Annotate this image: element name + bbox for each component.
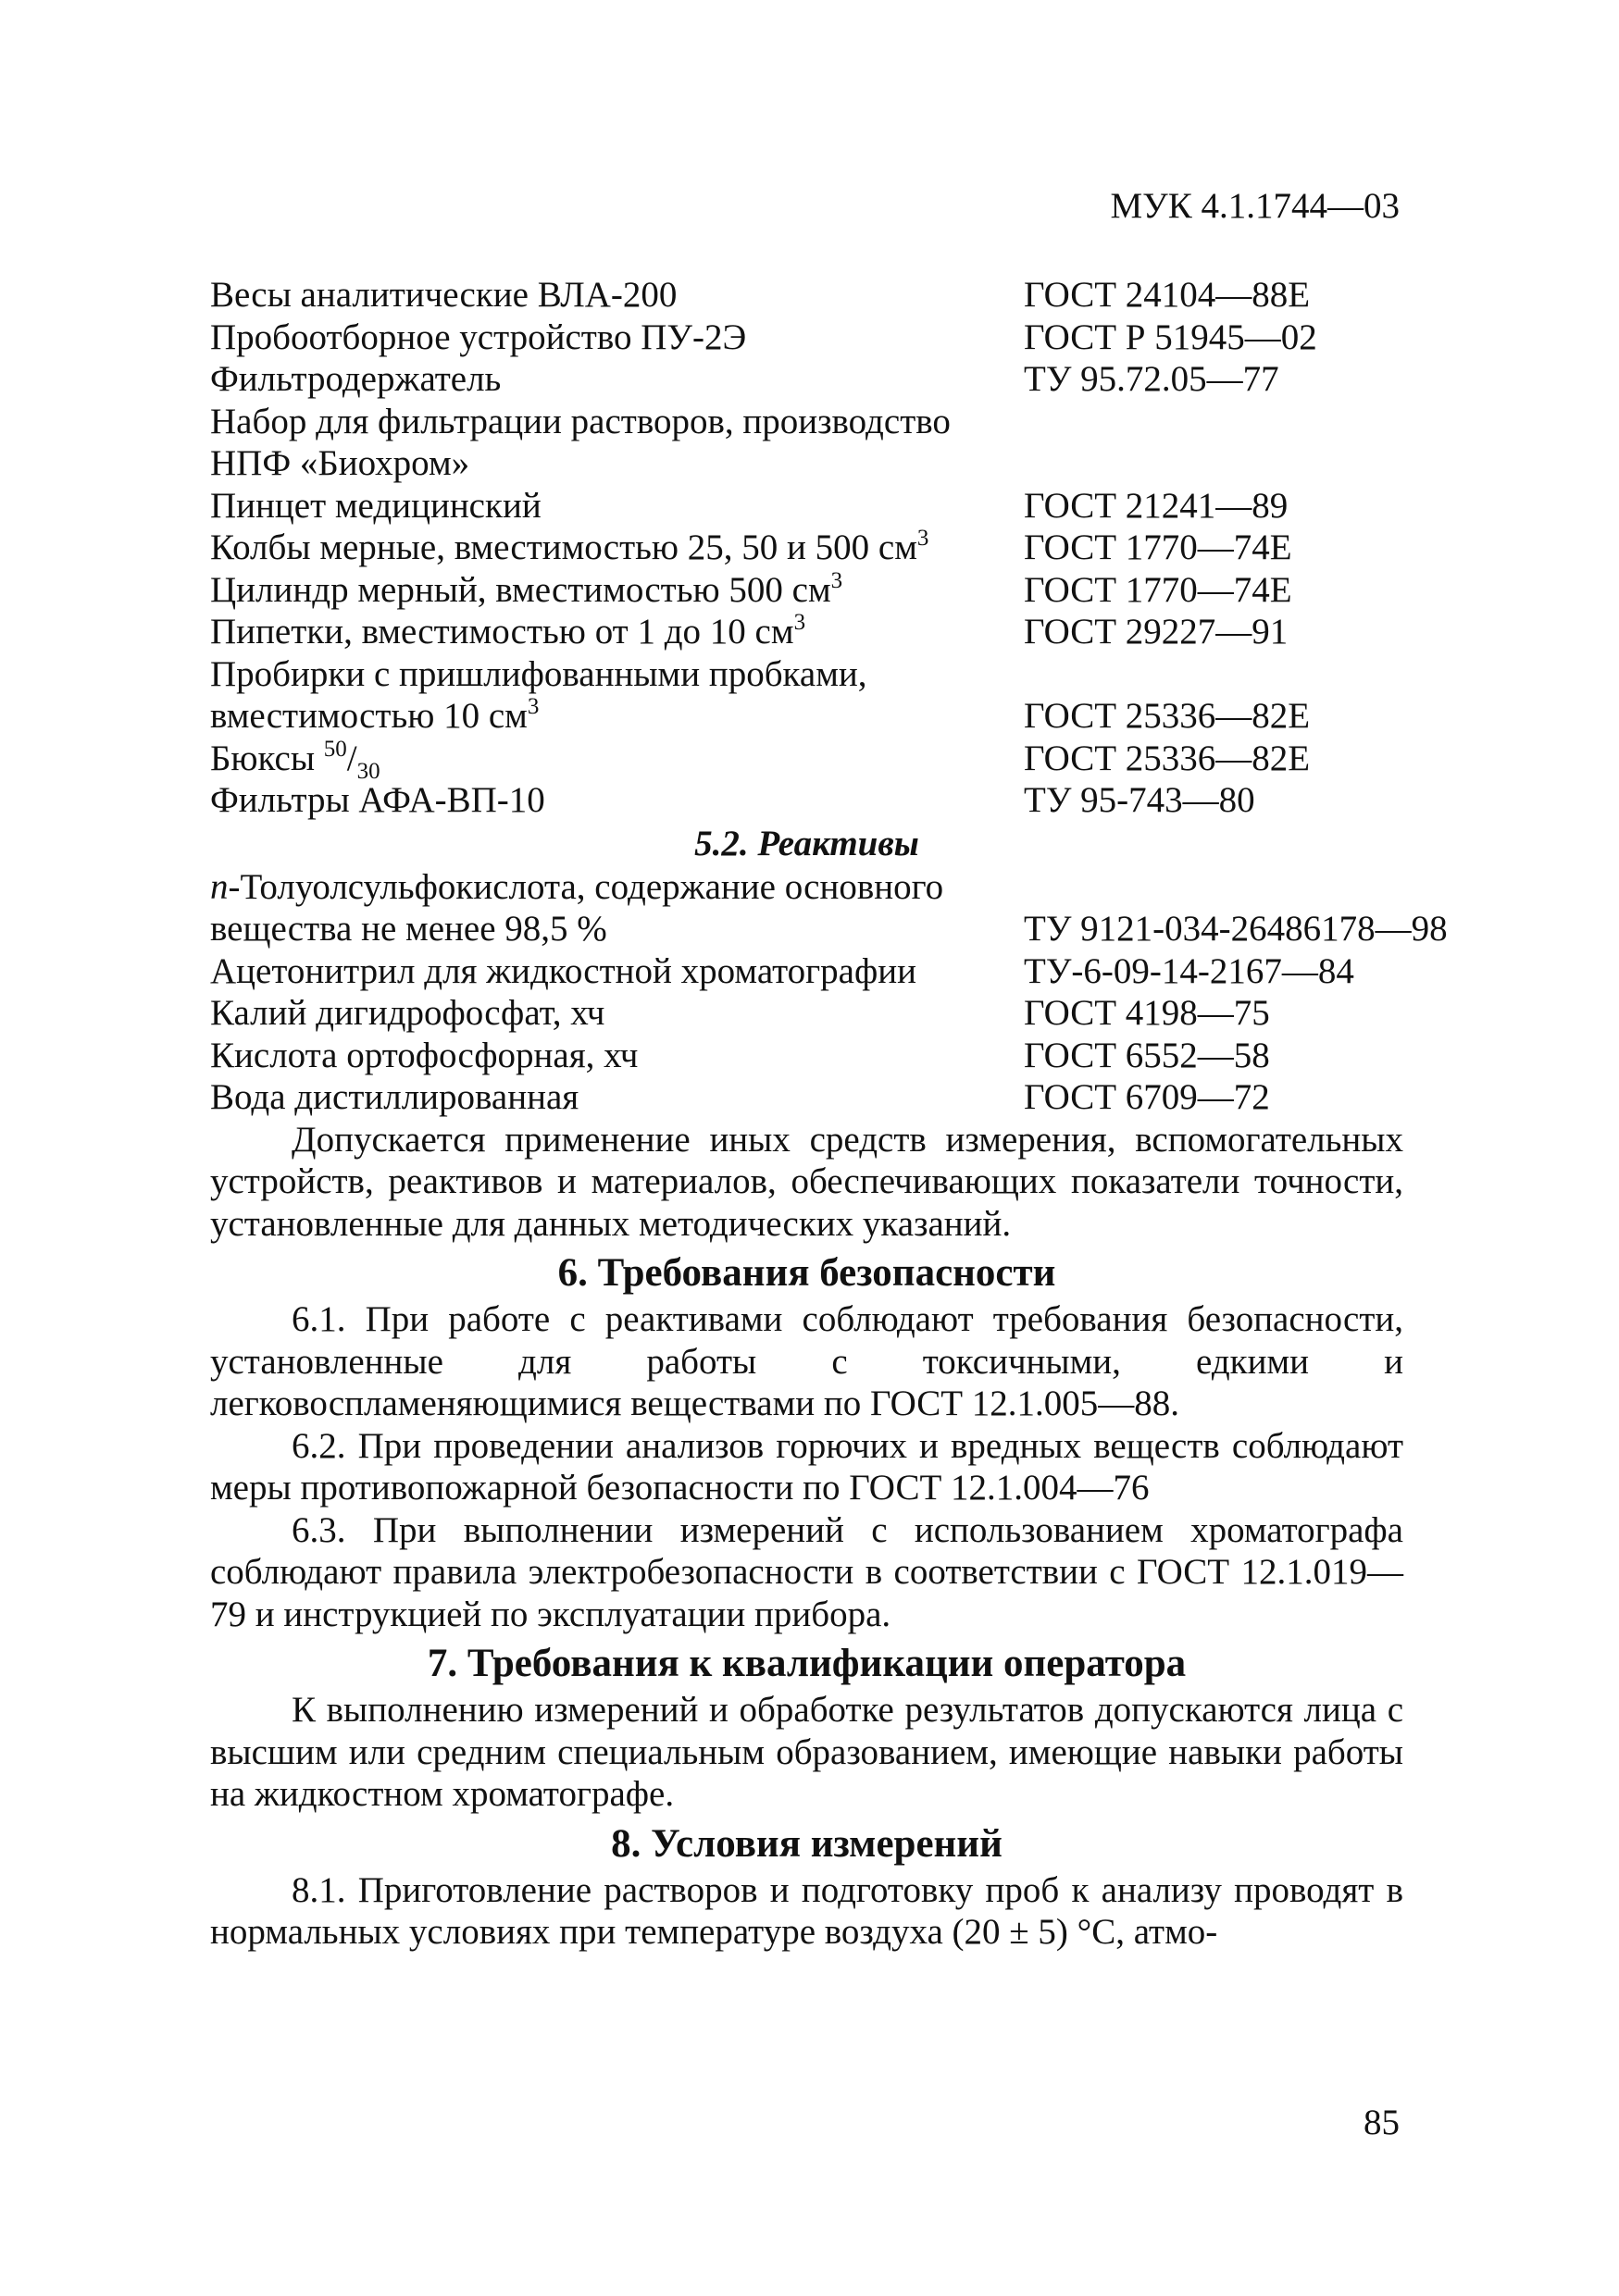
equipment-row-standard: ТУ 95-743—80: [1024, 780, 1255, 820]
equipment-row: [210, 485, 1403, 527]
equipment-row-name: [210, 695, 1024, 738]
reagent-row-standard: ТУ-6-09-14-2167—84: [1024, 950, 1354, 991]
equipment-row-name: [210, 401, 1024, 443]
equipment-row-text: Набор для фильтрации растворов, производство: [210, 401, 951, 441]
equipment-row-name: [210, 485, 1024, 527]
equipment-list: [210, 274, 1403, 822]
paragraph-6-1: 6.1. При работе с реактивами соблюдают требования безопасности, установленные для работы с токсичными, едкими и легковоспламеняющимися веществами по ГОСТ 12.1.005—88.: [210, 1299, 1403, 1423]
reagent-row: [210, 908, 1448, 950]
reagent-row-standard: ГОСТ 6709—72: [1024, 1077, 1270, 1117]
equipment-row-standard: ТУ 95.72.05—77: [1024, 359, 1279, 399]
equipment-row: [210, 527, 1403, 569]
reagent-row-name: [210, 950, 1024, 993]
equipment-row-superscript: 3: [793, 610, 806, 635]
equipment-row-text: Пробирки с пришлифованными пробками,: [210, 653, 867, 694]
equipment-row-name: [210, 527, 1024, 569]
reagent-row: [210, 1076, 1403, 1119]
equipment-row-name: [210, 736, 1024, 784]
page-content: [210, 274, 1448, 1954]
reagent-row-name: [210, 1076, 1024, 1119]
equipment-row: [210, 736, 1403, 784]
page-number: 85: [1364, 2103, 1400, 2142]
equipment-row-name: [210, 653, 1024, 696]
equipment-row-text: НПФ «Биохром»: [210, 443, 470, 483]
equipment-row-name: [210, 274, 1024, 316]
reagent-row-text: Кислота ортофосфорная, хч: [210, 1035, 639, 1075]
equipment-row-name: [210, 611, 1024, 653]
equipment-row-standard: ГОСТ 21241—89: [1024, 485, 1289, 526]
paragraph-7: К выполнению измерений и обработке результатов допускаются лица с высшим или средним специальным образованием, имеющие навыки работы на жидкостном хроматографе.: [210, 1690, 1403, 1814]
equipment-row-text: Цилиндр мерный, вместимостью 500 см: [210, 569, 831, 610]
equipment-row-text: Пипетки, вместимостью от 1 до 10 см: [210, 612, 794, 652]
reagent-row-standard: ТУ 9121-034-26486178—98: [1024, 909, 1448, 949]
equipment-row-text: Бюксы: [210, 738, 324, 778]
equipment-row: [210, 611, 1403, 653]
equipment-row-text: Фильтродержатель: [210, 359, 502, 399]
equipment-row-standard: ГОСТ 29227—91: [1024, 612, 1289, 652]
running-header: МУК 4.1.1744—03: [1110, 186, 1400, 226]
reagent-row: [210, 1035, 1403, 1077]
equipment-row-fraction-slash: /: [346, 738, 357, 778]
paragraph-8-1: 8.1. Приготовление растворов и подготовку проб к анализу проводят в нормальных условиях при температуре воздуха (20 ± 5) °С, атмо-: [210, 1869, 1403, 1952]
equipment-row-superscript: 3: [527, 694, 540, 719]
reagent-row-name: [210, 908, 1024, 950]
reagent-row-name: [210, 992, 1024, 1035]
paragraph-6-2: 6.2. При проведении анализов горючих и вредных веществ соблюдают меры противопожарной безопасности по ГОСТ 12.1.004—76: [210, 1425, 1403, 1508]
equipment-row: [210, 779, 1403, 822]
reagent-row: [210, 992, 1403, 1035]
equipment-row-name: [210, 358, 1024, 401]
reagent-row-text: Калий дигидрофосфат, хч: [210, 993, 605, 1033]
reagent-row-text: -Толуолсульфокислота, содержание основного: [228, 866, 944, 907]
reagent-row-text: вещества не менее 98,5 %: [210, 909, 607, 949]
equipment-row: [210, 358, 1403, 401]
equipment-row-text: Весы аналитические ВЛА-200: [210, 275, 678, 315]
reagents-subtitle: 5.2. Реактивы: [694, 823, 919, 863]
equipment-row: [210, 442, 1403, 485]
reagent-row-standard: ГОСТ 6552—58: [1024, 1035, 1270, 1075]
reagent-row: [210, 950, 1403, 993]
equipment-row: [210, 653, 1403, 696]
equipment-row: [210, 695, 1403, 738]
equipment-row-name: [210, 442, 1024, 485]
reagents-list: [210, 866, 1448, 1119]
reagent-row-name: [210, 1035, 1024, 1077]
equipment-row-name: [210, 569, 1024, 612]
reagent-row-text: Вода дистиллированная: [210, 1077, 579, 1117]
section-7-heading: 7. Требования к квалификации оператора: [427, 1642, 1187, 1685]
equipment-row-standard: ГОСТ 1770—74Е: [1024, 527, 1292, 567]
equipment-row-text: Пробоотборное устройство ПУ-2Э: [210, 316, 747, 357]
equipment-row-superscript: 3: [916, 526, 929, 551]
equipment-row-text: Колбы мерные, вместимостью 25, 50 и 500 см: [210, 527, 917, 567]
equipment-row-text: Фильтры АФА-ВП-10: [210, 780, 545, 820]
paragraph-6-3: 6.3. При выполнении измерений с использованием хроматографа соблюдают правила электробезопасности в соответствии с ГОСТ 12.1.019—79 и инструкцией по эксплуатации прибора.: [210, 1509, 1403, 1634]
equipment-row-text: Пинцет медицинский: [210, 485, 542, 526]
reagent-row: [210, 866, 1403, 909]
equipment-row-text: вместимостью 10 см: [210, 696, 528, 736]
equipment-row: [210, 274, 1403, 316]
equipment-row-fraction-numerator: 50: [323, 736, 347, 762]
allowance-paragraph: Допускается применение иных средств измерения, вспомогательных устройств, реактивов и материалов, обеспечивающих показатели точности, установленные для данных методических указаний.: [210, 1119, 1403, 1244]
equipment-row-superscript: 3: [830, 567, 843, 593]
reagent-row-name: [210, 866, 1024, 909]
reagent-row-standard: ГОСТ 4198—75: [1024, 993, 1270, 1033]
equipment-row-standard: ГОСТ 24104—88Е: [1024, 275, 1311, 315]
equipment-row-name: [210, 316, 1024, 359]
equipment-row-fraction-denominator: 30: [356, 758, 380, 784]
equipment-row-standard: ГОСТ Р 51945—02: [1024, 316, 1317, 357]
equipment-row: [210, 569, 1403, 612]
equipment-row: [210, 316, 1403, 359]
reagent-row-italic-prefix: n: [210, 866, 229, 907]
equipment-row-standard: ГОСТ 25336—82Е: [1024, 696, 1311, 736]
equipment-row-standard: ГОСТ 1770—74Е: [1024, 569, 1292, 610]
equipment-row-name: [210, 779, 1024, 822]
reagent-row-text: Ацетонитрил для жидкостной хроматографии: [210, 950, 916, 991]
equipment-row: [210, 401, 1403, 443]
equipment-row-standard: ГОСТ 25336—82Е: [1024, 738, 1311, 778]
section-6-heading: 6. Требования безопасности: [557, 1251, 1056, 1295]
section-8-heading: 8. Условия измерений: [611, 1821, 1003, 1866]
